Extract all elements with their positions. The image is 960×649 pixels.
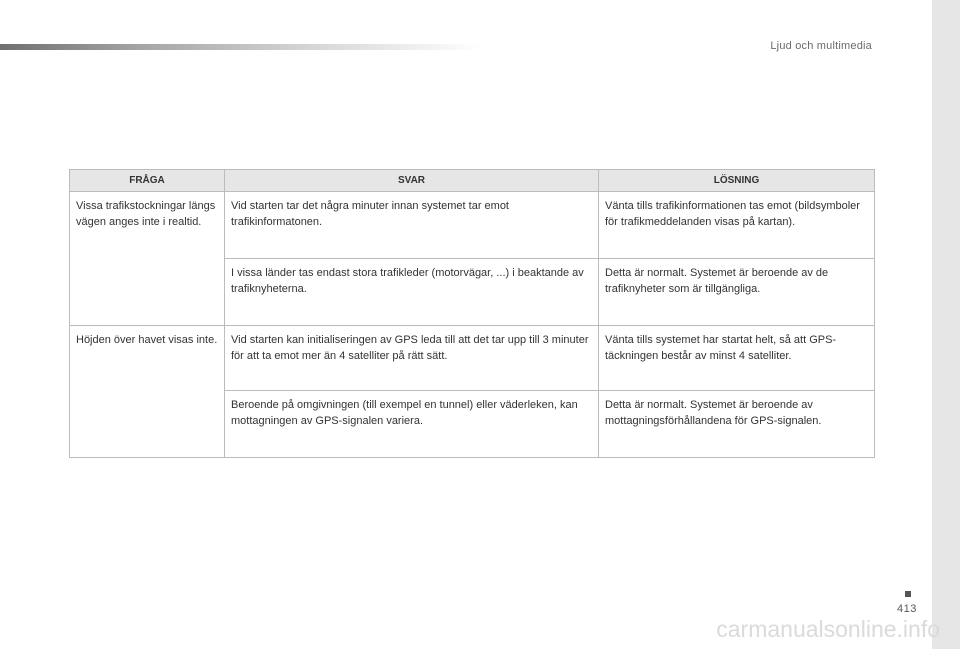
question-cell: Vissa trafikstockningar längs vägen anges inte i realtid. [70,192,225,326]
answer-cell: Vid starten kan initialiseringen av GPS leda till att det tar upp till 3 minuter för att ta emot mer än 4 satelliter på rätt sätt. [225,326,599,391]
solution-cell: Vänta tills systemet har startat helt, så att GPS-täckningen består av minst 4 satelliter. [599,326,875,391]
page-edge-sidebar [932,0,960,649]
page-marker [905,591,911,597]
solution-cell: Detta är normalt. Systemet är beroende av de trafiknyheter som är tillgängliga. [599,259,875,326]
table-row [70,326,875,391]
answer-cell: Vid starten tar det några minuter innan systemet tar emot trafikinformatonen. [225,192,599,259]
faq-table [69,169,875,458]
header-gradient-bar [0,44,480,50]
section-title: Ljud och multimedia [770,40,872,52]
column-header-question: FRÅGA [70,170,225,192]
column-header-solution: LÖSNING [599,170,875,192]
watermark: carmanualsonline.info [716,616,940,642]
answer-cell: I vissa länder tas endast stora trafikleder (motorvägar, ...) i beaktande av trafiknyheterna. [225,259,599,326]
page-number: 413 [897,603,917,615]
table-header-row [70,170,875,192]
question-cell: Höjden över havet visas inte. [70,326,225,458]
table-row [70,192,875,259]
solution-cell: Vänta tills trafikinformationen tas emot (bildsymboler för trafikmeddelanden visas på kartan). [599,192,875,259]
column-header-answer: SVAR [225,170,599,192]
solution-cell: Detta är normalt. Systemet är beroende av mottagningsförhållandena för GPS-signalen. [599,391,875,458]
answer-cell: Beroende på omgivningen (till exempel en tunnel) eller väderleken, kan mottagningen av GPS-signalen variera. [225,391,599,458]
